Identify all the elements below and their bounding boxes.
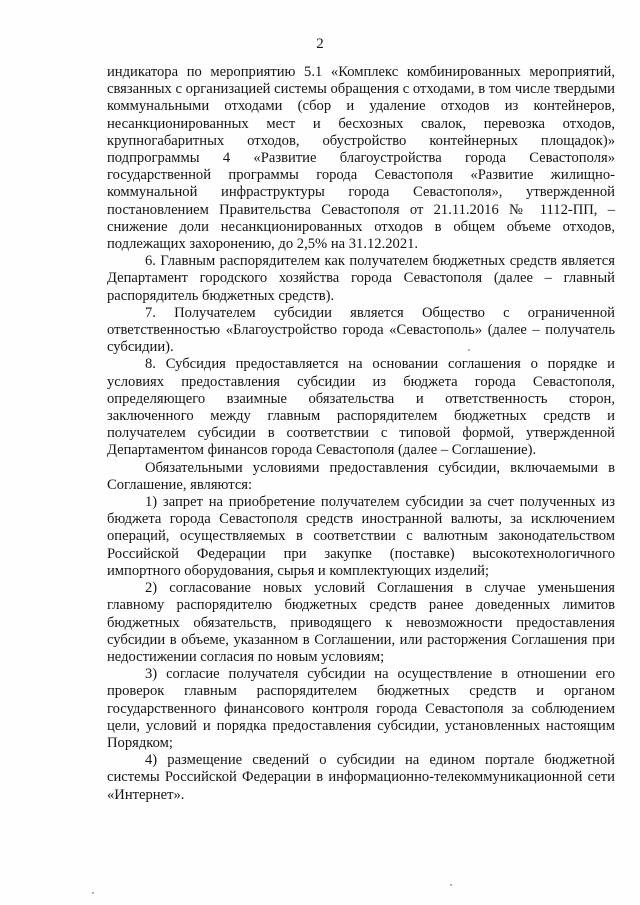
condition-item-4: 4) размещение сведений о субсидии на едином портале бюджетной системы Российской Федерации в информационно-телекоммуникационной сети «Интернет».: [107, 752, 615, 803]
document-body: [107, 64, 615, 804]
paragraph-6: 6. Главным распорядителем как получателем бюджетных средств является Департамент городского хозяйства города Севастополя (далее – главный распорядитель бюджетных средств).: [107, 253, 615, 304]
paragraph-8: 8. Субсидия предоставляется на основании соглашения о порядке и условиях предоставления субсидии из бюджета города Севастополя, определяющего взаимные обязательства и ответственность сторон, заключенного между главным распорядителем бюджетных средств и получателем субсидии в соответствии с типовой формой, утвержденной Департаментом финансов города Севастополя (далее – Соглашение).: [107, 356, 615, 459]
condition-item-1: 1) запрет на приобретение получателем субсидии за счет полученных из бюджета города Севастополя средств иностранной валюты, за исключением операций, осуществляемых в соответствии с валютным законодательством Российской Федерации при закупке (поставке) высокотехнологичного импортного оборудования, сырья и комплектующих изделий;: [107, 494, 615, 579]
scan-speck: [92, 892, 94, 894]
paragraph-conditions-intro: Обязательными условиями предоставления субсидии, включаемыми в Соглашение, являются:: [107, 459, 615, 493]
paragraph-indicator-continuation: индикатора по мероприятию 5.1 «Комплекс комбинированных мероприятий, связанных с организацией системы обращения с отходами, в том числе твердыми коммунальными отходами (сбор и удаление отходов из контейнеров, несанкционированных мест и бесхозных свалок, перевозка отходов, крупногабаритных отходов, обустройство контейнерных площадок)» подпрограммы 4 «Развитие благоустройства города Севастополя» государственной программы города Севастополя «Развитие жилищно-коммунальной инфраструктуры города Севастополя», утвержденной постановлением Правительства Севастополя от 21.11.2016 № 1112-ПП, – снижение доли несанкционированных отходов в общем объеме отходов, подлежащих захоронению, до 2,5% на 31.12.2021.: [107, 64, 615, 253]
scan-speck: [450, 884, 452, 886]
condition-item-2: 2) согласование новых условий Соглашения в случае уменьшения главному распорядителю бюджетных средств ранее доведенных лимитов бюджетных обязательств, приводящего к невозможности предоставления субсидии в объеме, указанном в Соглашении, или расторжения Соглашения при недостижении согласия по новым условиям;: [107, 580, 615, 665]
page-number: 2: [316, 36, 324, 52]
scan-speck: [468, 349, 470, 351]
condition-item-3: 3) согласие получателя субсидии на осуществление в отношении его проверок главным распорядителем бюджетных средств и органом государственного финансового контроля города Севастополя за соблюдением цели, условий и порядка предоставления субсидии, установленных настоящим Порядком;: [107, 666, 615, 751]
paragraph-7: 7. Получателем субсидии является Общество с ограниченной ответственностью «Благоустройство города «Севастополь» (далее – получатель субсидии).: [107, 304, 615, 356]
